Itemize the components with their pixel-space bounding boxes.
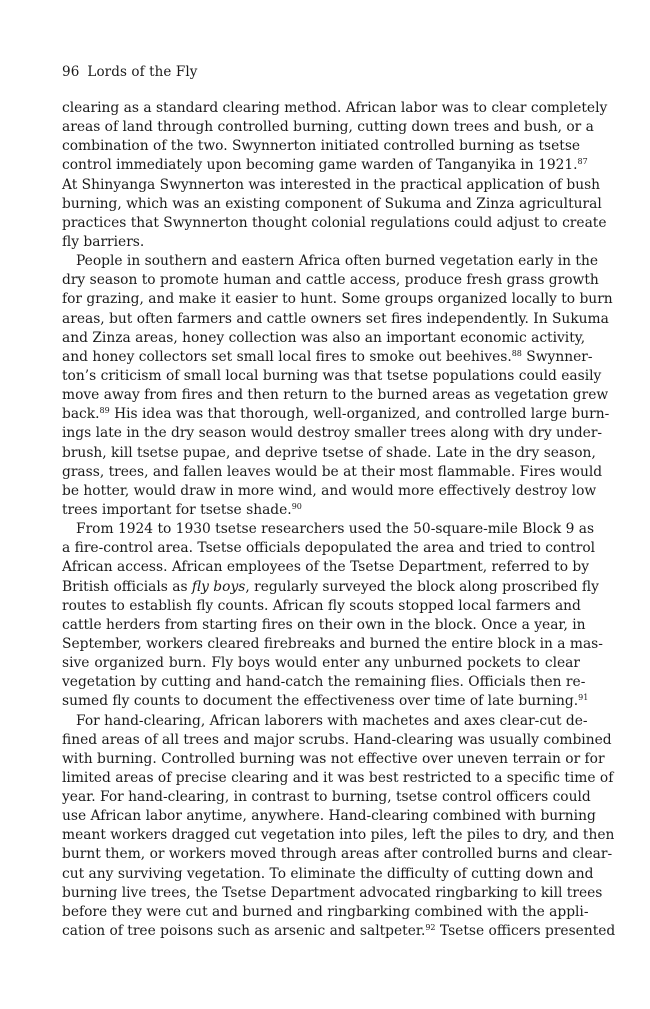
text-run: dry season to promote human and cattle access, produce fresh grass growth xyxy=(62,272,599,289)
text-line xyxy=(62,769,614,788)
text-run: fly barriers. xyxy=(62,233,145,250)
text-line xyxy=(62,195,602,214)
text-line xyxy=(62,826,615,845)
text-run: , regularly surveyed the block along proscribed fly xyxy=(245,578,599,595)
text-run: burning live trees, the Tsetse Department advocated ringbarking to kill trees xyxy=(62,884,603,901)
text-line xyxy=(62,558,590,577)
text-run: cation of tree poisons such as arsenic and saltpeter. xyxy=(62,923,426,940)
text-line xyxy=(62,482,597,501)
text-line xyxy=(62,271,599,290)
text-line xyxy=(62,616,586,635)
text-run: ings late in the dry season would destroy smaller trees along with dry under- xyxy=(62,425,603,442)
text-line xyxy=(62,405,610,424)
text-run: cut any surviving vegetation. To eliminate the difficulty of cutting down and xyxy=(62,865,594,882)
text-run: From 1924 to 1930 tsetse researchers used the 50-square-mile Block 9 as xyxy=(76,521,595,538)
text-run: vegetation by cutting and hand-catch the remaining flies. Officials then re- xyxy=(62,674,586,691)
text-run: routes to establish fly counts. African fly scouts stopped local farmers and xyxy=(62,597,581,614)
text-run: move away from fires and then return to the burned areas as vegetation grew xyxy=(62,387,609,404)
text-run: For hand-clearing, African laborers with machetes and axes clear-cut de- xyxy=(76,712,588,729)
text-run: year. For hand-clearing, in contrast to burning, tsetse control officers could xyxy=(62,789,591,806)
text-run: People in southern and eastern Africa often burned vegetation early in the xyxy=(76,253,598,270)
text-run: meant workers dragged cut vegetation into piles, left the piles to dry, and then xyxy=(62,827,615,844)
text-run: Swynner- xyxy=(521,348,593,365)
text-run: combination of the two. Swynnerton initiated controlled burning as tsetse xyxy=(62,138,581,155)
text-line xyxy=(62,750,605,769)
text-run: and Zinza areas, honey collection was also an important economic activity, xyxy=(62,329,586,346)
text-line xyxy=(62,692,589,711)
book-title: Lords of the Fly xyxy=(87,64,198,80)
text-run: fined areas of all trees and major scrubs. Hand-clearing was usually combined xyxy=(62,731,612,748)
text-run: cattle herders from starting fires on their own in the block. Once a year, in xyxy=(62,616,586,633)
italic-term: fly boys xyxy=(191,578,246,595)
footnote-ref: 90 xyxy=(291,501,302,511)
text-line xyxy=(62,788,591,807)
text-run: limited areas of precise clearing and it was best restricted to a specific time of xyxy=(62,769,614,786)
text-line xyxy=(62,731,612,750)
text-run: before they were cut and burned and ringbarking combined with the appli- xyxy=(62,903,589,920)
text-line xyxy=(62,214,607,233)
text-run: use African labor anytime, anywhere. Hand-clearing combined with burning xyxy=(62,808,596,825)
text-line xyxy=(62,386,609,405)
text-line xyxy=(62,99,608,118)
text-run: At Shinyanga Swynnerton was interested in the practical application of bush xyxy=(62,176,601,193)
footnote-ref: 91 xyxy=(578,693,589,703)
text-run: Tsetse officers presented xyxy=(435,923,616,940)
text-run: African access. African employees of the Tsetse Department, referred to by xyxy=(62,559,590,576)
text-line xyxy=(62,156,588,175)
text-line xyxy=(62,635,603,654)
text-run: grass, trees, and fallen leaves would be at their most flammable. Fires would xyxy=(62,463,603,480)
page-number: 96 xyxy=(62,64,80,80)
footnote-ref: 87 xyxy=(577,157,588,167)
text-line xyxy=(62,845,613,864)
text-run: sumed fly counts to document the effectiveness over time of late burning. xyxy=(62,693,579,710)
text-line xyxy=(62,865,594,884)
text-line xyxy=(62,884,603,903)
text-run: brush, kill tsetse pupae, and deprive tsetse of shade. Late in the dry season, xyxy=(62,444,596,461)
text-line xyxy=(62,176,601,195)
text-run: September, workers cleared firebreaks and burned the entire block in a mas- xyxy=(62,635,603,652)
text-line xyxy=(62,137,580,156)
text-run: burnt them, or workers moved through areas after controlled burns and clear- xyxy=(62,846,613,863)
text-run: with burning. Controlled burning was not effective over uneven terrain or for xyxy=(62,750,605,767)
text-line xyxy=(62,310,609,329)
text-line xyxy=(62,233,580,252)
footnote-ref: 92 xyxy=(425,923,436,933)
text-line xyxy=(62,597,580,616)
text-run: control immediately upon becoming game warden of Tanganyika in 1921. xyxy=(62,157,578,174)
text-run: British officials as xyxy=(62,578,192,595)
text-run: trees important for tsetse shade. xyxy=(62,501,292,518)
footnote-ref: 88 xyxy=(511,348,522,358)
text-line xyxy=(62,424,603,443)
text-run: practices that Swynnerton thought colonial regulations could adjust to create xyxy=(62,214,607,231)
text-run: ton’s criticism of small local burning was that tsetse populations could easily xyxy=(62,367,602,384)
text-line xyxy=(62,367,602,386)
text-line xyxy=(62,501,580,520)
text-run: back. xyxy=(62,406,100,423)
text-line xyxy=(62,578,599,597)
text-run: areas of land through controlled burning, cutting down trees and bush, or a xyxy=(62,119,594,136)
text-line xyxy=(62,329,586,348)
text-line xyxy=(62,539,596,558)
body-text xyxy=(62,99,616,941)
paragraph-first-line xyxy=(62,252,598,271)
text-line xyxy=(62,922,616,941)
text-run: be hotter, would draw in more wind, and would more effectively destroy low xyxy=(62,482,597,499)
text-run: His idea was that thorough, well-organized, and controlled large burn- xyxy=(109,406,610,423)
text-line xyxy=(62,290,613,309)
running-head xyxy=(62,64,198,80)
text-run: clearing as a standard clearing method. African labor was to clear completely xyxy=(62,100,608,116)
text-line xyxy=(62,348,593,367)
text-run: and honey collectors set small local fires to smoke out beehives. xyxy=(62,348,512,365)
text-line xyxy=(62,444,596,463)
footnote-ref: 89 xyxy=(99,406,110,416)
text-run: areas, but often farmers and cattle owners set fires independently. In Sukuma xyxy=(62,310,609,327)
text-run: burning, which was an existing component of Sukuma and Zinza agricultural xyxy=(62,195,602,212)
text-line xyxy=(62,807,596,826)
paragraph-first-line xyxy=(62,712,588,731)
text-line xyxy=(62,673,586,692)
text-line xyxy=(62,903,589,922)
text-run: for grazing, and make it easier to hunt. Some groups organized locally to burn xyxy=(62,291,613,308)
text-run: a fire-control area. Tsetse officials depopulated the area and tried to control xyxy=(62,540,596,557)
text-line xyxy=(62,654,580,673)
text-line xyxy=(62,463,603,482)
paragraph-first-line xyxy=(62,520,595,539)
text-run: sive organized burn. Fly boys would enter any unburned pockets to clear xyxy=(62,655,580,672)
text-line xyxy=(62,118,594,137)
